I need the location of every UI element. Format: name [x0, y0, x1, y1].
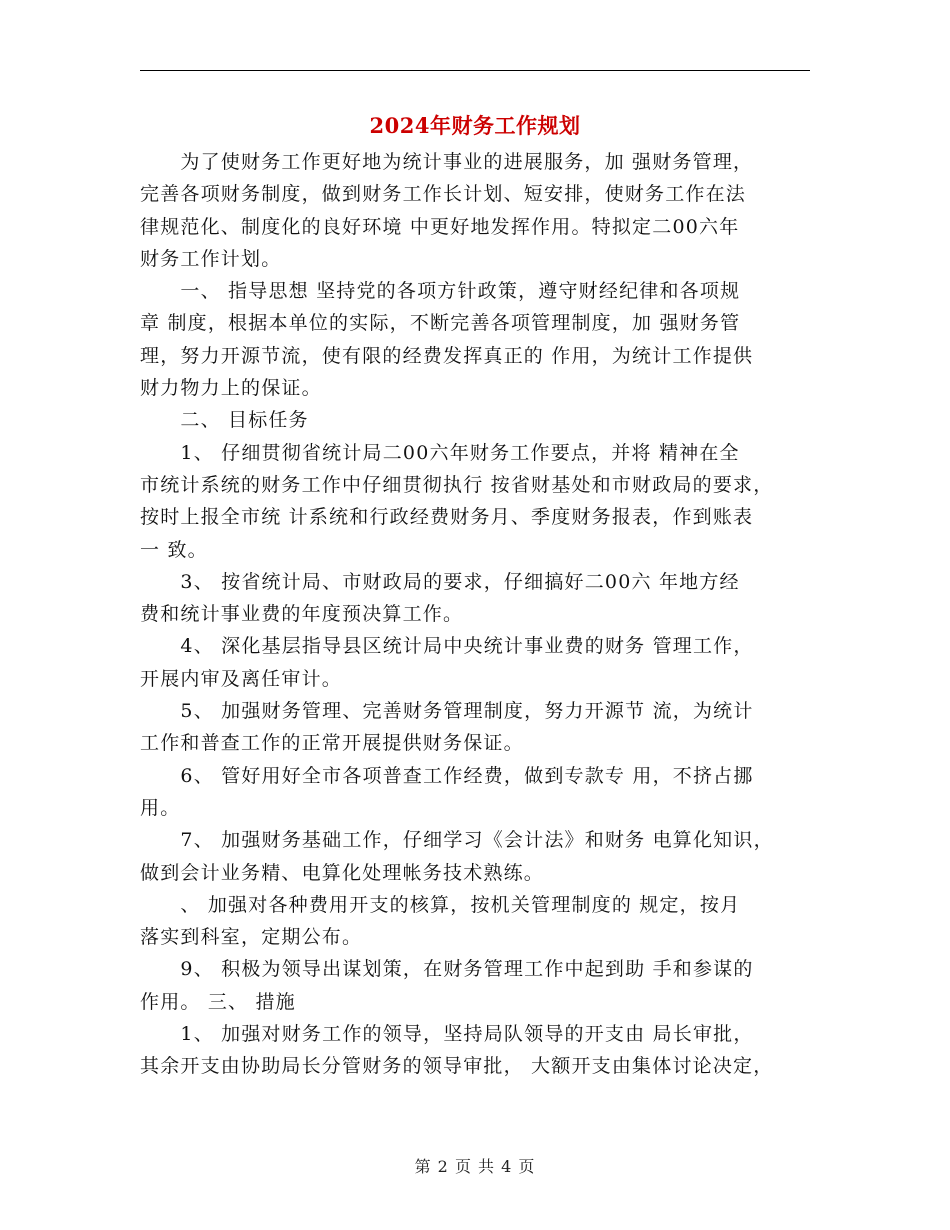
- text-line: 3、 按省统计局、市财政局的要求，仔细搞好二00六 年地方经: [140, 570, 740, 593]
- text-line: 9、 积极为领导出谋划策，在财务管理工作中起到助 手和参谋的: [140, 958, 754, 981]
- text-line: 4、 深化基层指导县区统计局中央统计事业费的财务 管理工作，: [140, 635, 754, 658]
- text-line: 理，努力开源节流，使有限的经费发挥真正的 作用，为统计工作提供: [140, 344, 754, 367]
- text-line: 7、 加强财务基础工作，仔细学习《会计法》和财务 电算化知识，: [140, 829, 774, 852]
- text-line: 做到会计业务精、电算化处理帐务技术熟练。: [140, 861, 545, 884]
- text-line: 一 致。: [140, 538, 208, 561]
- text-line: 二、 目标任务: [140, 409, 309, 432]
- document-title: 2024年财务工作规划: [369, 113, 581, 138]
- text-line: 其余开支由协助局长分管财务的领导审批， 大额开支由集体讨论决定，: [140, 1055, 774, 1078]
- text-line: 按时上报全市统 计系统和行政经费财务月、季度财务报表，作到账表: [140, 506, 754, 529]
- text-line: 开展内审及离任审计。: [140, 667, 343, 690]
- text-line: 财务工作计划。: [140, 247, 282, 270]
- text-line: 、 加强对各种费用开支的核算，按机关管理制度的 规定，按月: [140, 893, 741, 916]
- text-line: 完善各项财务制度，做到财务工作长计划、短安排，使财务工作在法: [140, 183, 747, 206]
- text-line: 章 制度，根据本单位的实际，不断完善各项管理制度，加 强财务管: [140, 312, 741, 335]
- header-rule: [140, 70, 810, 71]
- text-line: 作用。 三、 措施: [140, 990, 296, 1013]
- text-line: 费和统计事业费的年度预决算工作。: [140, 603, 464, 626]
- page-footer: 第 2 页 共 4 页: [414, 1157, 536, 1176]
- text-line: 6、 管好用好全市各项普查工作经费，做到专款专 用，不挤占挪: [140, 764, 754, 787]
- text-line: 落实到科室，定期公布。: [140, 926, 363, 949]
- document-body: [140, 146, 820, 1083]
- text-line: 1、 仔细贯彻省统计局二00六年财务工作要点，并将 精神在全: [140, 441, 740, 464]
- text-line: 市统计系统的财务工作中仔细贯彻执行 按省财基处和市财政局的要求，: [140, 473, 774, 496]
- text-line: 为了使财务工作更好地为统计事业的进展服务，加 强财务管理，: [140, 151, 754, 173]
- text-line: 律规范化、制度化的良好环境 中更好地发挥作用。特拟定二00六年: [140, 215, 740, 238]
- text-line: 用。: [140, 796, 181, 819]
- text-line: 5、 加强财务管理、完善财务管理制度，努力开源节 流，为统计: [140, 700, 754, 723]
- text-line: 工作和普查工作的正常开展提供财务保证。: [140, 732, 524, 755]
- text-line: 1、 加强对财务工作的领导，坚持局队领导的开支由 局长审批，: [140, 1023, 754, 1046]
- text-line: 一、 指导思想 坚持党的各项方针政策，遵守财经纪律和各项规: [140, 280, 741, 303]
- text-line: 财力物力上的保证。: [140, 377, 322, 400]
